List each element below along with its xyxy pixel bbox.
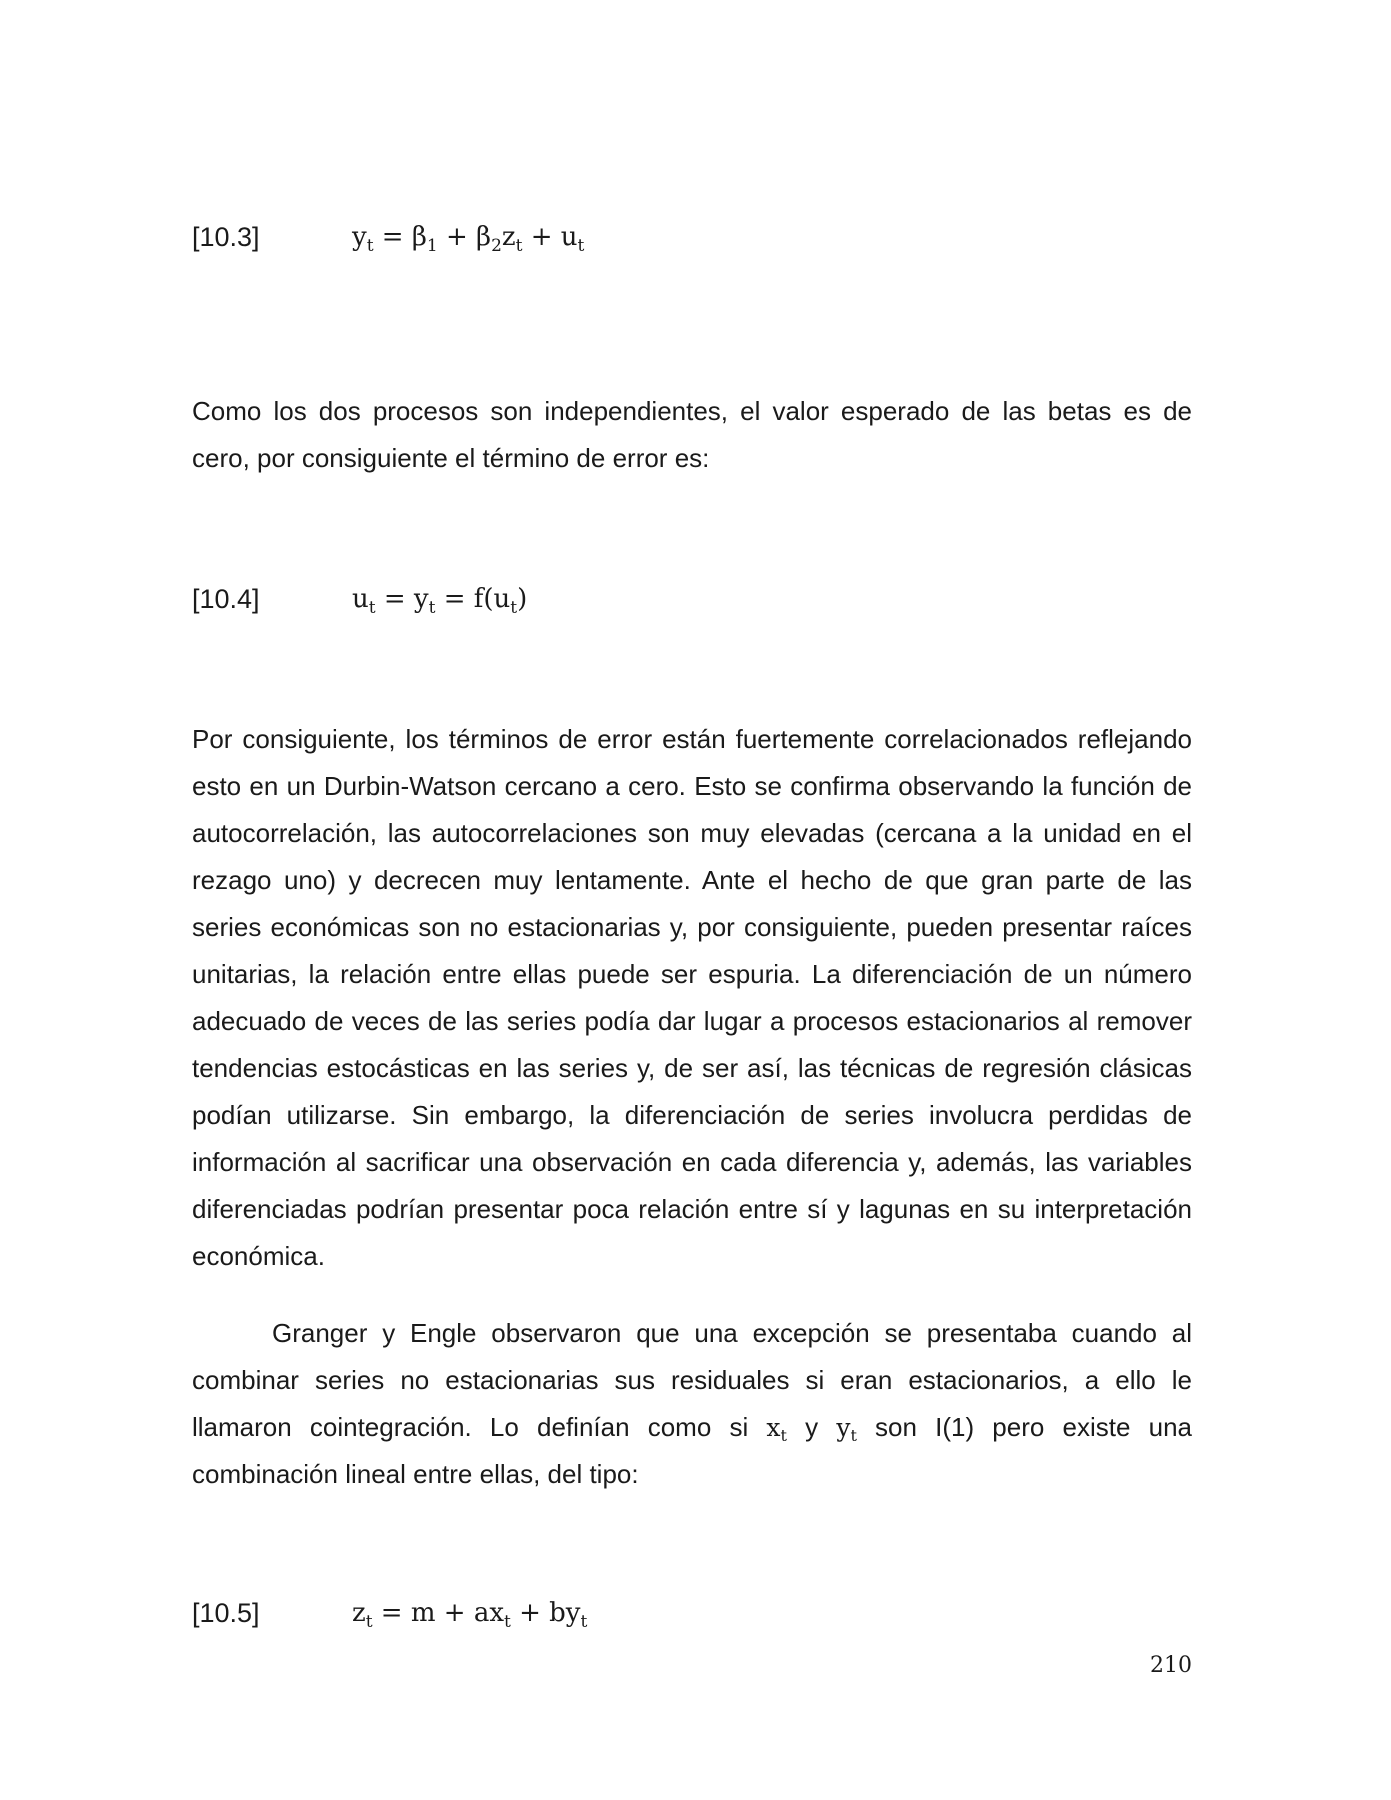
page-number: 210 [1150,1653,1192,1678]
equation-formula: $u_t = y_t = f(u_t)$ [352,584,528,618]
paragraph-expected-value: Como los dos procesos son independientes, el valor esperado de las betas es de cero, por consiguiente el término de error es: [192,396,1192,473]
equation-number: [10.5] [192,1598,260,1628]
math-x-t: $x_t$ [766,1413,787,1445]
equation-10-3 [192,222,1192,262]
equation-formula: $z_t = m + ax_t + by_t$ [352,1598,588,1632]
equation-10-5 [192,1598,1192,1638]
math-y-t: $y_t$ [836,1413,857,1445]
equation-10-4 [192,584,1192,624]
paragraph-spurious-regression: Por consiguiente, los términos de error están fuertemente correlacionados reflejando esto en un Durbin-Watson cercano a cero. Esto se confirma observando la función de autocorrelación, las autocorrelaciones son muy elevadas (cercana a la unidad en el rezago uno) y decrecen muy lentamente. Ante el hecho de que gran parte de las series económicas son no estacionarias y, por consiguiente, pueden presentar raíces unitarias, la relación entre ellas puede ser espuria. La diferenciación de un número adecuado de veces de las series podía dar lugar a procesos estacionarios al remover tendencias estocásticas en las series y, de ser así, las técnicas de regresión clásicas podían utilizarse. Sin embargo, la diferenciación de series involucra perdidas de información al sacrificar una observación en cada diferencia y, además, las variables diferenciadas podrían presentar poca relación entre sí y lagunas en su interpretación económica. [192,724,1192,1271]
equation-number: [10.3] [192,222,260,252]
paragraph-cointegration: Granger y Engle observaron que una excepción se presentaba cuando al combinar series no estacionarias sus residuales si eran estacionarios, a ello le llamaron cointegración. Lo definían como si $x_t$ y $y_t$ son I(1) pero existe una combinación lineal entre ellas, del tipo: [192,1318,1192,1489]
equation-formula: $y_t = \beta_1 + \beta_2z_t + u_t$ [352,222,585,256]
equation-number: [10.4] [192,584,260,614]
